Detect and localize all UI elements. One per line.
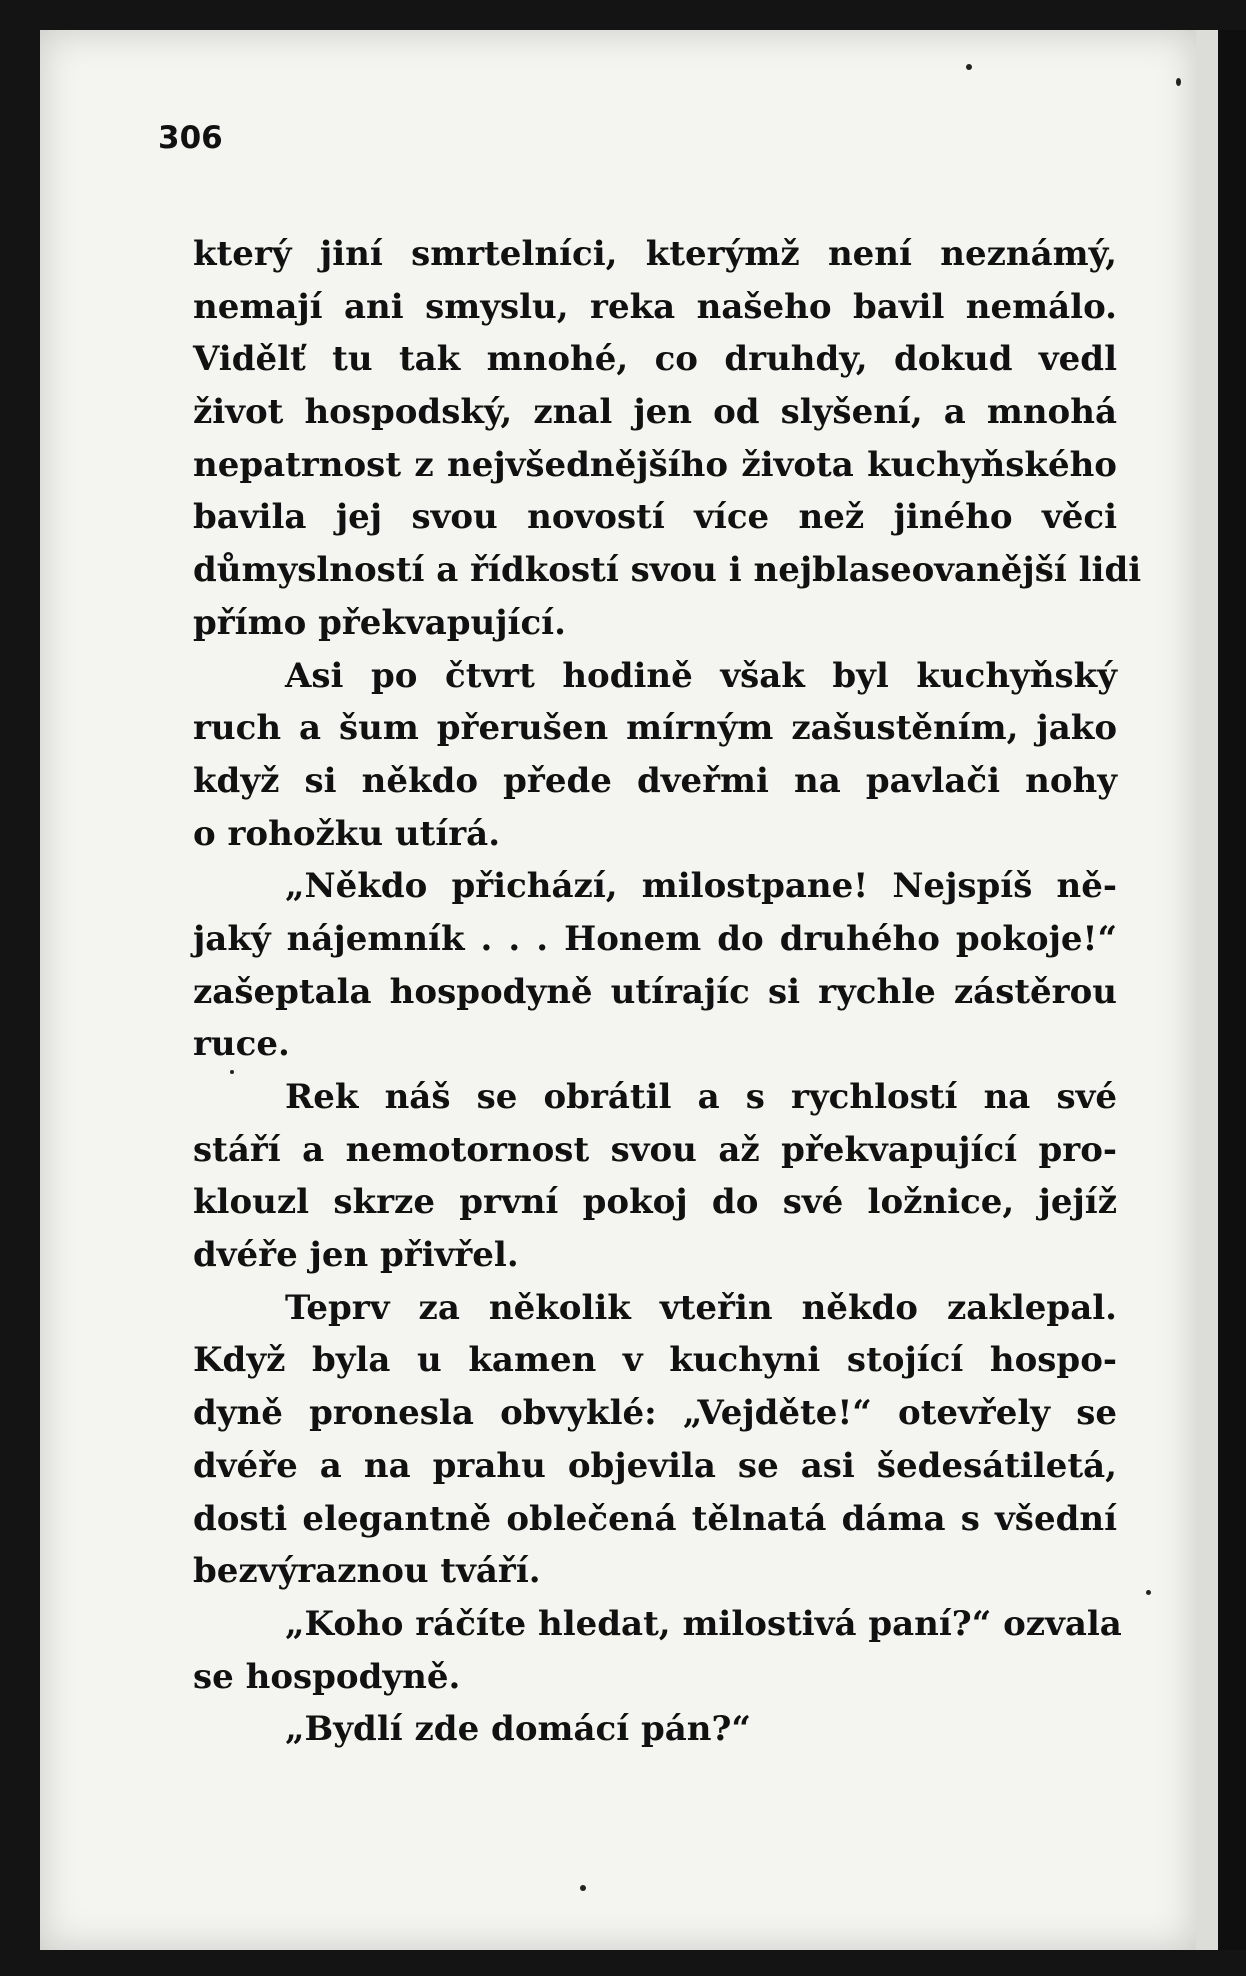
text-line: Když byla u kamen v kuchyni stojící hospo- xyxy=(193,1340,1117,1381)
text-line: Rek náš se obrátil a s rychlostí na své xyxy=(285,1077,1117,1117)
paragraph xyxy=(193,860,1117,1071)
body-text xyxy=(193,228,1142,1756)
paragraph xyxy=(193,228,1142,650)
text-line: když si někdo přede dveřmi na pavlači nohy xyxy=(193,760,1117,801)
text-line: život hospodský, znal jen od slyšení, a mnohá xyxy=(193,392,1117,433)
paragraph xyxy=(193,1071,1117,1282)
text-line: „Koho ráčíte hledat, milostivá paní?“ ozvala xyxy=(285,1603,1122,1644)
text-line: bezvýraznou tváří. xyxy=(193,1551,541,1592)
text-line: dyně pronesla obvyklé: „Vejděte!“ otevřely se xyxy=(193,1393,1117,1434)
paragraph xyxy=(193,1282,1117,1598)
text-line: „Někdo přichází, milostpane! Nejspíš ně- xyxy=(285,866,1117,907)
text-line: zašeptala hospodyně utírajíc si rychle zástěrou xyxy=(193,971,1117,1012)
text-line: dvéře a na prahu objevila se asi šedesátiletá, xyxy=(193,1445,1117,1486)
text-line: bavila jej svou novostí více než jiného věci xyxy=(193,497,1117,538)
text-line: Vidělť tu tak mnohé, co druhdy, dokud vedl xyxy=(193,339,1117,380)
text-line: Asi po čtvrt hodině však byl kuchyňský xyxy=(285,655,1117,696)
text-line: „Bydlí zde domácí pán?“ xyxy=(285,1709,751,1750)
page-speck xyxy=(1146,1590,1151,1595)
page-speck xyxy=(580,1885,586,1891)
text-line: klouzl skrze první pokoj do své ložnice, jejíž xyxy=(193,1182,1117,1223)
text-line: o rohožku utírá. xyxy=(193,813,501,854)
page-number: 306 xyxy=(158,120,223,156)
page-speck xyxy=(1176,78,1181,86)
page-edge-shadow xyxy=(1218,30,1246,1950)
text-line: dvéře jen přivřel. xyxy=(193,1235,519,1276)
text-line: Teprv za několik vteřin někdo zaklepal. xyxy=(285,1287,1117,1328)
paragraph xyxy=(193,1703,1117,1756)
text-line: nemají ani smyslu, reka našeho bavil nemálo. xyxy=(193,286,1117,327)
page-speck xyxy=(966,64,972,70)
text-line: ruch a šum přerušen mírným zašustěním, jako xyxy=(193,708,1117,749)
text-line: se hospodyně. xyxy=(193,1656,461,1697)
text-line: který jiní smrtelníci, kterýmž není neznámý, xyxy=(193,234,1117,274)
text-line: přímo překvapující. xyxy=(193,602,566,643)
text-line: jaký nájemník . . . Honem do druhého pokoje!“ xyxy=(193,918,1117,959)
text-line: důmyslností a řídkostí svou i nejblaseovanější lidi xyxy=(193,550,1142,591)
page-edge xyxy=(1196,30,1218,1950)
paragraph xyxy=(193,650,1117,861)
paragraph xyxy=(193,1598,1122,1703)
text-line: stáří a nemotornost svou až překvapující pro- xyxy=(193,1129,1117,1170)
text-line: ruce. xyxy=(193,1024,290,1065)
text-line: nepatrnost z nejvšednějšího života kuchyňského xyxy=(193,444,1117,485)
text-line: dosti elegantně oblečená tělnatá dáma s všední xyxy=(193,1498,1117,1539)
